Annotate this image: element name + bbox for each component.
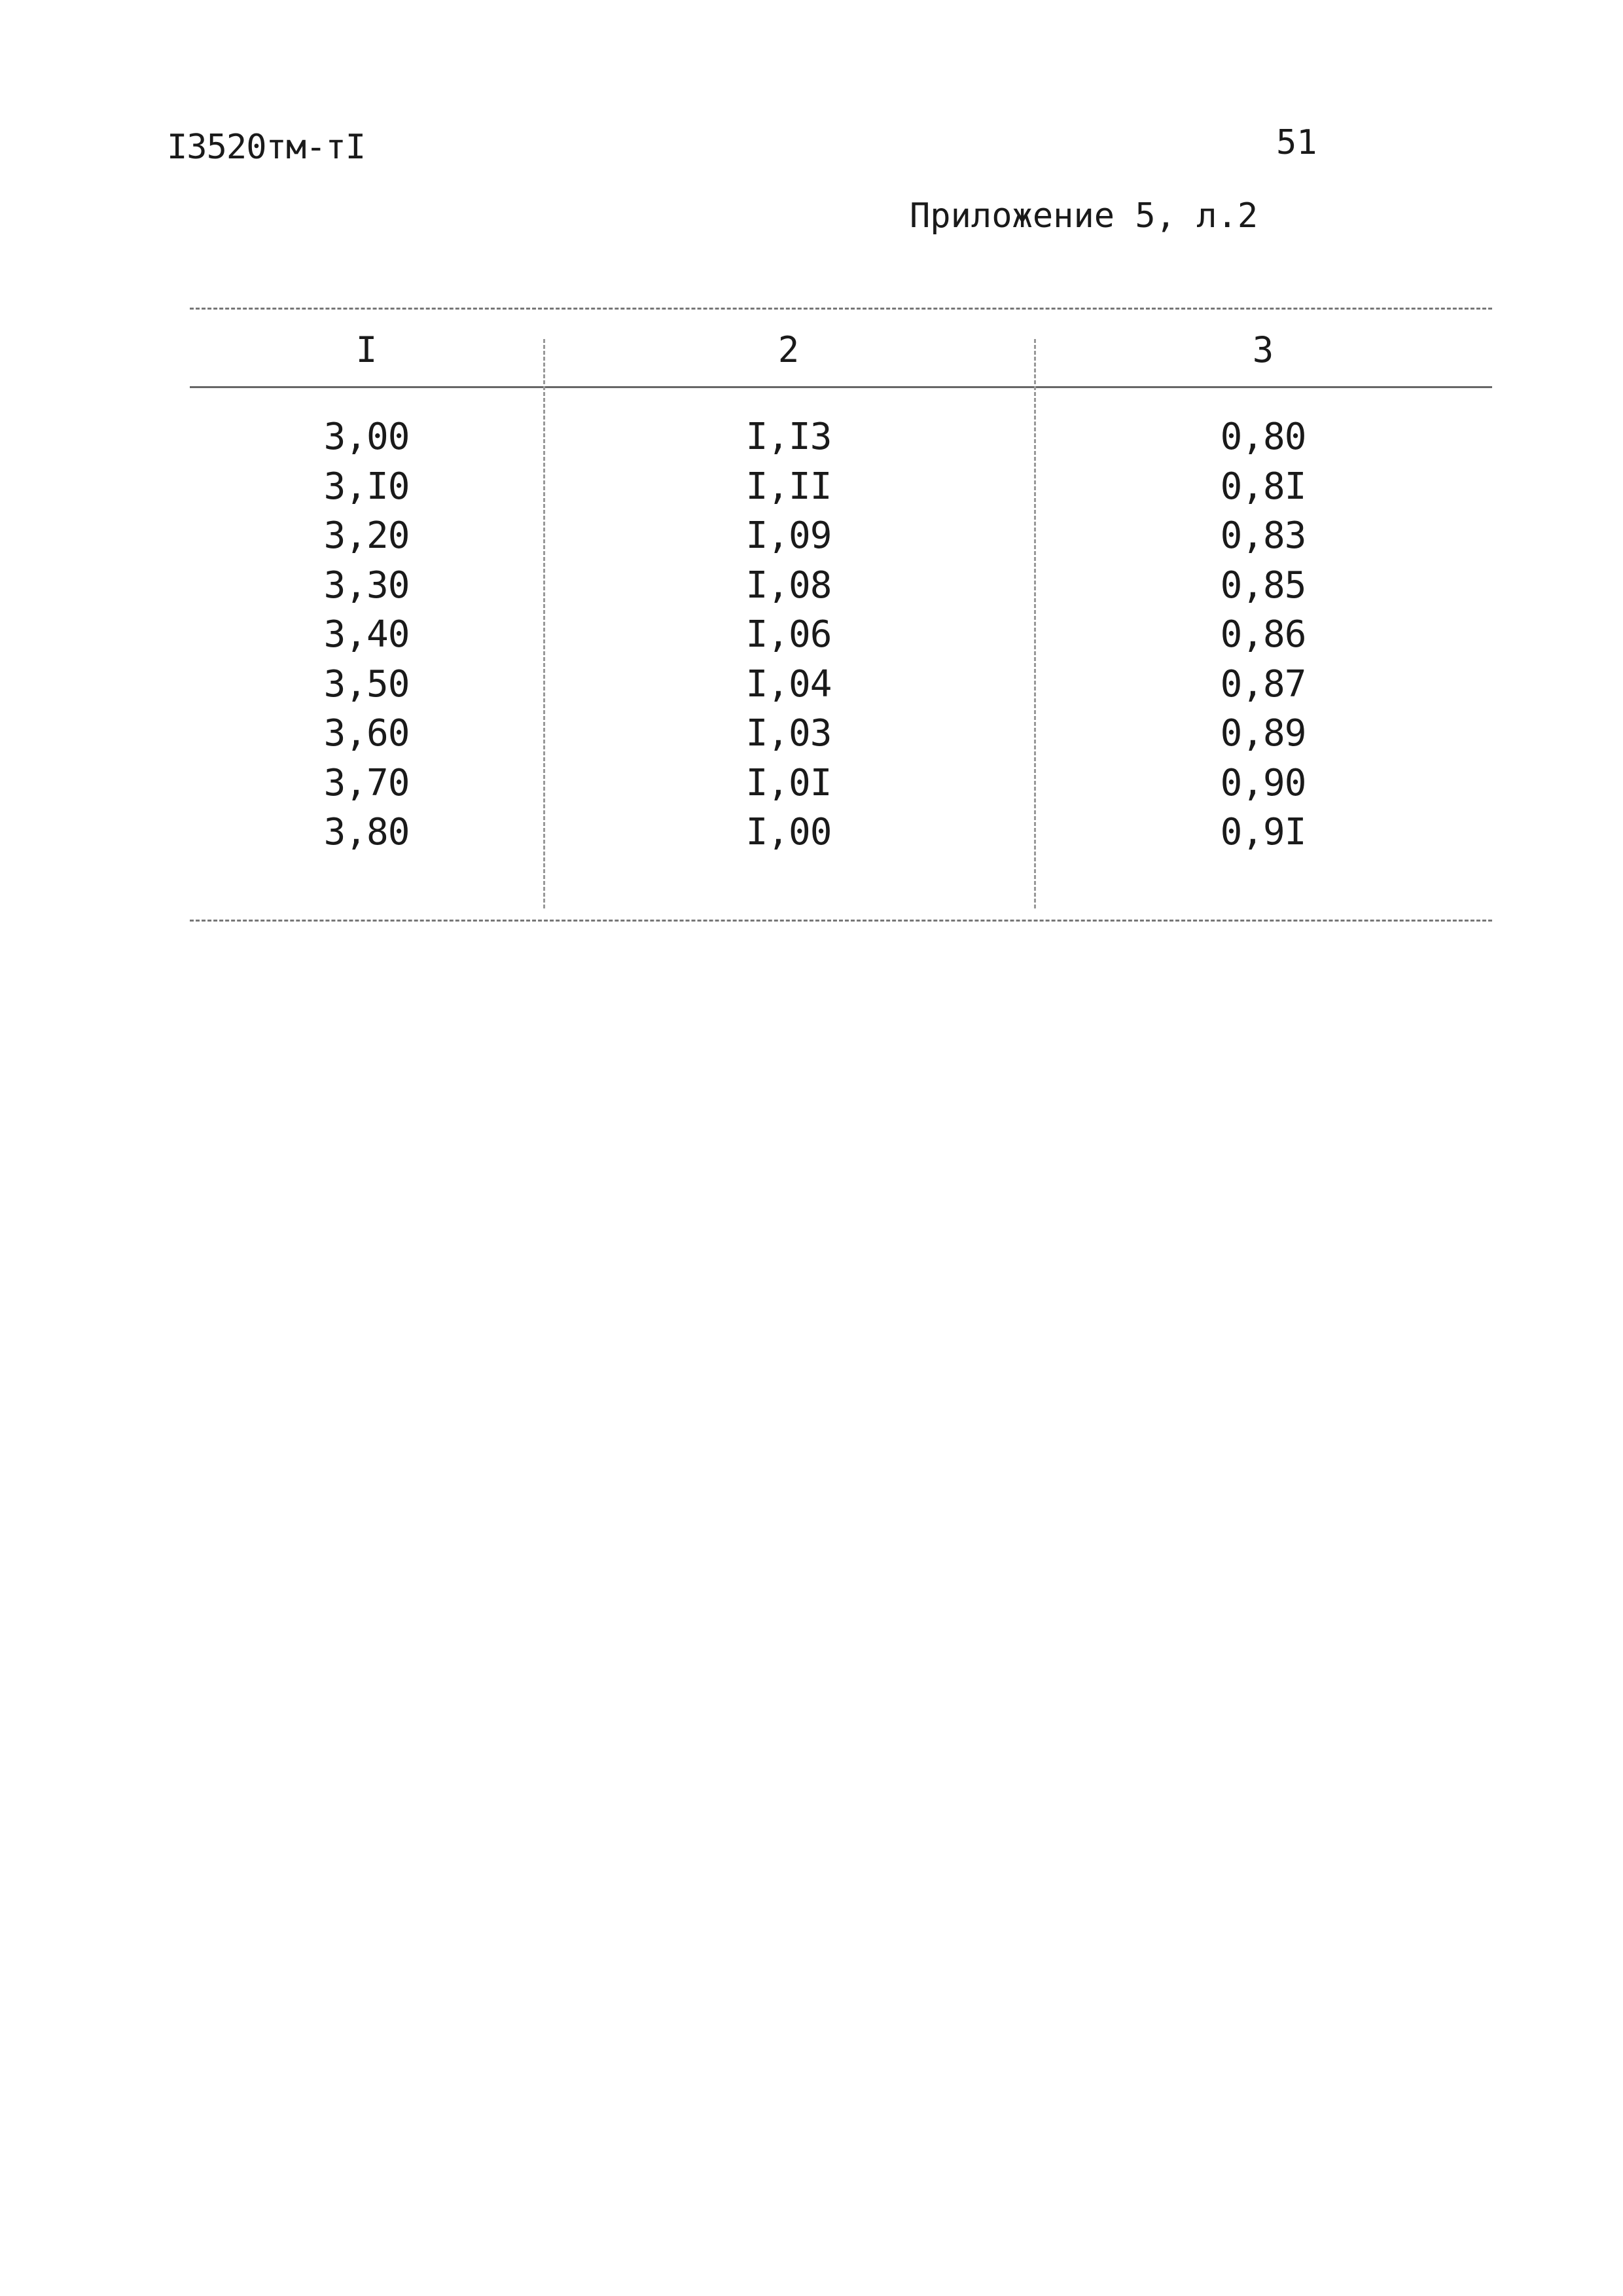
column-header: 3	[1252, 329, 1274, 370]
table-cell: 0,8I	[1220, 465, 1306, 508]
page-number: 51	[1276, 123, 1317, 162]
column-header: 2	[777, 329, 800, 370]
table-cell: I,03	[745, 712, 832, 755]
data-table	[190, 308, 1492, 929]
table-cell: 3,80	[323, 811, 410, 853]
table-cell: I,04	[745, 662, 832, 706]
table-cell: 3,40	[323, 613, 410, 656]
table-cell: 3,00	[323, 416, 410, 458]
table-cell: 3,60	[323, 712, 410, 755]
table-cell: 0,86	[1220, 613, 1306, 656]
table-cell: 3,I0	[323, 465, 410, 508]
table-column-2	[543, 308, 1034, 857]
table-cell: 3,20	[323, 514, 410, 557]
table-column-1	[190, 308, 543, 857]
table-cell: 0,9I	[1220, 811, 1306, 853]
table-cell: I,09	[745, 514, 832, 557]
table-cell: 0,80	[1220, 416, 1306, 458]
appendix-label: Приложение 5, л.2	[910, 196, 1258, 236]
table-cell: I,06	[745, 613, 832, 656]
table-cell: I,I3	[745, 416, 832, 458]
table-cell: 3,70	[323, 761, 410, 804]
table-cell: 3,30	[323, 564, 410, 607]
table-cell: 0,89	[1220, 712, 1306, 755]
table-cell: 0,90	[1220, 761, 1306, 804]
table-cell: I,0I	[745, 761, 832, 804]
table-cell: I,II	[745, 465, 832, 508]
table-cell: 0,83	[1220, 514, 1306, 557]
document-code: I3520тм-тI	[167, 128, 366, 167]
table-bottom-rule	[190, 920, 1492, 922]
table-cell: 3,50	[323, 662, 410, 706]
table-column-3	[1034, 308, 1492, 857]
table-cell: 0,87	[1220, 662, 1306, 706]
table-cell: I,08	[745, 564, 832, 607]
table-cell: I,00	[745, 811, 832, 853]
table-cell: 0,85	[1220, 564, 1306, 607]
column-header: I	[355, 329, 378, 370]
